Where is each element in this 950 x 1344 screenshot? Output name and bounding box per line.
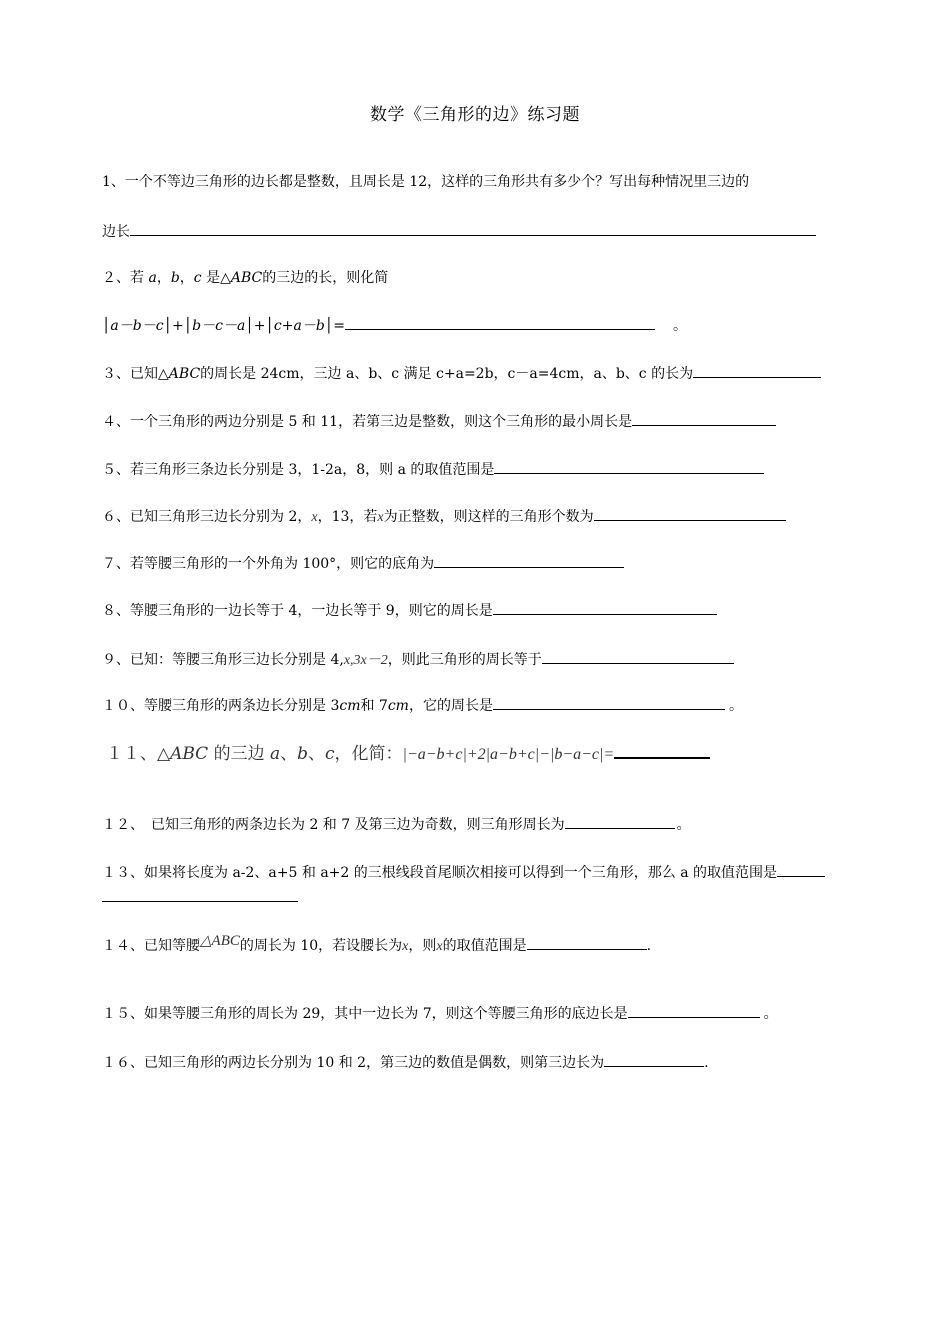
answer-blank-16[interactable] bbox=[604, 1051, 704, 1067]
var-a: a bbox=[148, 270, 157, 286]
question-7 bbox=[102, 552, 624, 574]
answer-blank-5[interactable] bbox=[494, 458, 764, 474]
question-1-text: 边长 bbox=[102, 224, 130, 240]
question-8 bbox=[102, 599, 717, 621]
question-2 bbox=[102, 268, 388, 288]
question-6-prefix: ６、已知三角形三边长分别为 2， bbox=[102, 509, 312, 525]
answer-blank-12[interactable] bbox=[565, 813, 675, 829]
question-10-prefix: １０、等腰三角形的两条边长分别是 3 bbox=[102, 698, 340, 714]
abs-expression: |−a−b+c|+2|a−b+c|−|b−a−c|= bbox=[402, 746, 615, 763]
page-title: 数学《三角形的边》练习题 bbox=[370, 105, 580, 125]
separator: 、 bbox=[280, 744, 298, 764]
question-16 bbox=[102, 1051, 709, 1073]
answer-blank-2[interactable] bbox=[345, 314, 655, 330]
question-12-text: １２、 已知三角形的两条边长为 2 和 7 及第三边为奇数，则三角形周长为 bbox=[102, 817, 565, 833]
end-mark: . bbox=[646, 938, 652, 954]
question-9-suffix: ，则此三角形的周长等于 bbox=[387, 652, 542, 668]
question-5 bbox=[102, 458, 764, 480]
triangle-abc: ABC bbox=[230, 270, 263, 286]
abs-expression: │a－b－c│+│b－c－a│+│c+a－b│= bbox=[102, 318, 345, 334]
question-3-text: 的周长是 24cm，三边 a、b、c 满足 c+a=2b，c－a=4cm，a、b、c 的长为 bbox=[200, 366, 694, 382]
question-11-simplify: ，化简： bbox=[334, 744, 403, 764]
question-14-prefix: １４、已知等腰 bbox=[102, 938, 200, 954]
question-7-text: ７、若等腰三角形的一个外角为 100°，则它的底角为 bbox=[102, 556, 435, 572]
question-9-prefix: ９、已知：等腰三角形三边长分别是 4, bbox=[102, 652, 344, 668]
answer-blank-6[interactable] bbox=[594, 505, 786, 521]
question-14-mid: 的周长为 10，若设腰长为 bbox=[239, 938, 403, 954]
end-mark: 。 bbox=[672, 318, 687, 334]
triangle-abc: ABC bbox=[168, 366, 201, 382]
question-10 bbox=[102, 694, 743, 716]
question-10-suffix: ，它的周长是 bbox=[408, 698, 493, 714]
var-x: x bbox=[311, 510, 318, 525]
unit-cm: cm bbox=[339, 698, 361, 714]
end-mark: . bbox=[704, 1055, 709, 1071]
var-x: x bbox=[402, 939, 409, 954]
question-15 bbox=[102, 1002, 778, 1024]
question-2-mid: 是△ bbox=[201, 270, 231, 286]
answer-blank-8[interactable] bbox=[493, 599, 717, 615]
end-mark: 。 bbox=[676, 817, 691, 833]
var-x: x bbox=[377, 510, 384, 525]
question-14 bbox=[102, 934, 651, 957]
comma: ， bbox=[179, 270, 194, 286]
answer-blank-13a[interactable] bbox=[777, 861, 825, 877]
triangle-abc: △ABC bbox=[200, 933, 240, 949]
question-13 bbox=[102, 861, 825, 883]
triangle-abc: ABC bbox=[170, 744, 209, 764]
question-16-text: １６、已知三角形的两边长分别为 10 和 2，第三边的数值是偶数，则第三边长为 bbox=[102, 1055, 605, 1071]
question-2-expression bbox=[102, 314, 687, 336]
question-6-suffix: 为正整数，则这样的三角形个数为 bbox=[383, 509, 594, 525]
question-9 bbox=[102, 648, 734, 671]
question-2-prefix: ２、若 bbox=[102, 270, 149, 286]
question-6-mid: ，13，若 bbox=[317, 509, 378, 525]
separator: 、 bbox=[308, 744, 326, 764]
comma: ， bbox=[156, 270, 171, 286]
math-expression: x,3x－2 bbox=[343, 653, 388, 668]
answer-blank-1[interactable] bbox=[130, 220, 816, 236]
answer-blank-7[interactable] bbox=[434, 552, 624, 568]
question-3 bbox=[102, 362, 821, 384]
answer-blank-14[interactable] bbox=[527, 934, 647, 950]
question-12 bbox=[102, 813, 691, 835]
question-4-text: ４、一个三角形的两边分别是 5 和 11，若第三边是整数，则这个三角形的最小周长是 bbox=[102, 414, 633, 430]
question-3-prefix: ３、已知△ bbox=[102, 366, 169, 382]
question-11-text: 的三边 bbox=[208, 744, 270, 764]
question-1-line-1: 1、一个不等边三角形的边长都是整数，且周长是 12，这样的三角形共有多少个？写出每种情况里三边的 bbox=[102, 174, 750, 190]
answer-blank-3[interactable] bbox=[693, 362, 821, 378]
question-8-text: ８、等腰三角形的一边长等于 4，一边长等于 9，则它的周长是 bbox=[102, 603, 493, 619]
question-11-prefix: １１、△ bbox=[106, 744, 171, 764]
answer-blank-9[interactable] bbox=[542, 648, 734, 664]
var-b: b bbox=[170, 270, 180, 286]
question-2-suffix: 的三边的长，则化简 bbox=[262, 270, 389, 286]
question-10-mid: 和 7 bbox=[360, 698, 388, 714]
question-13-text: １３、如果将长度为 a-2、a+5 和 a+2 的三根线段首尾顺次相接可以得到一个三角形，那么 a 的取值范围是 bbox=[102, 865, 777, 881]
answer-blank-10[interactable] bbox=[493, 694, 725, 710]
var-c: c bbox=[193, 270, 202, 286]
var-b: b bbox=[297, 744, 309, 764]
question-1-line-2 bbox=[102, 220, 816, 242]
answer-blank-13b[interactable] bbox=[102, 886, 298, 902]
question-14-suffix: 的取值范围是 bbox=[442, 938, 527, 954]
end-mark: 。 bbox=[763, 1006, 778, 1022]
question-15-text: １５、如果等腰三角形的周长为 29，其中一边长为 7，则这个等腰三角形的底边长是 bbox=[102, 1006, 628, 1022]
question-4 bbox=[102, 410, 776, 432]
question-11 bbox=[106, 742, 710, 765]
question-6 bbox=[102, 505, 786, 528]
question-5-text: ５、若三角形三条边长分别是 3，1-2a，8，则 a 的取值范围是 bbox=[102, 462, 495, 478]
question-14-then: ，则 bbox=[408, 938, 437, 954]
answer-blank-15[interactable] bbox=[628, 1002, 760, 1018]
question-13-line-2 bbox=[102, 886, 298, 908]
answer-blank-11[interactable] bbox=[614, 742, 710, 759]
var-c: c bbox=[325, 744, 335, 764]
end-mark: 。 bbox=[728, 698, 743, 714]
answer-blank-4[interactable] bbox=[632, 410, 776, 426]
unit-cm: cm bbox=[387, 698, 409, 714]
var-a: a bbox=[269, 744, 281, 764]
var-x: x bbox=[436, 939, 443, 954]
